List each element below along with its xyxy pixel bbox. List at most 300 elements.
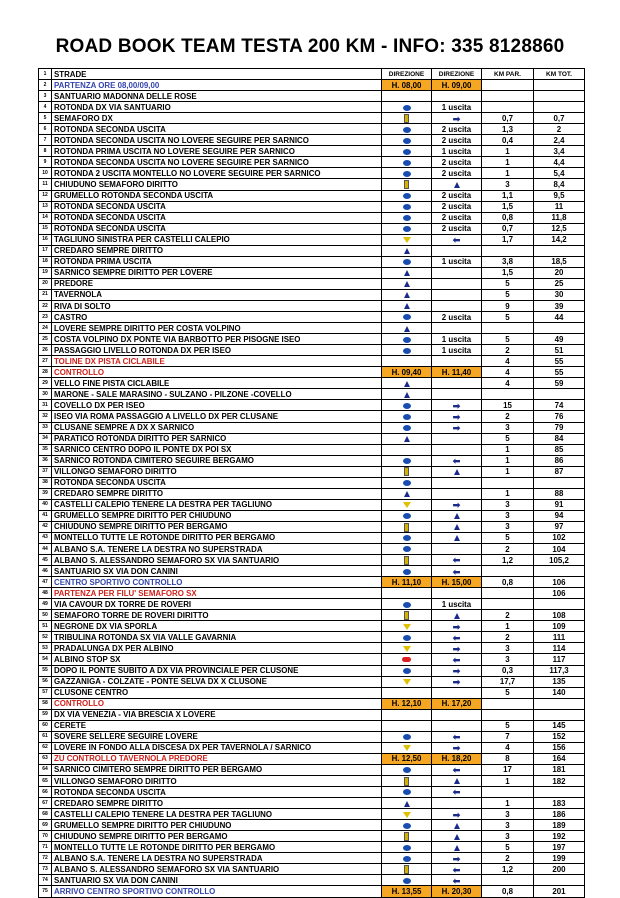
road-description: COSTA VOLPINO DX PONTE VIA BARBOTTO PER PISOGNE ISEO	[52, 334, 382, 345]
direction-2	[432, 356, 482, 367]
road-description: ROTONDA SECONDA USCITA	[52, 201, 382, 212]
road-description: VILLONGO SEMAFORO DIRITTO	[52, 776, 382, 787]
direction-2	[432, 267, 482, 278]
row-number: 7	[39, 135, 52, 146]
yield-sign-icon	[403, 502, 411, 508]
table-row	[39, 720, 585, 731]
table-row	[39, 278, 585, 289]
row-number: 28	[39, 367, 52, 378]
row-number: 54	[39, 654, 52, 665]
table-row	[39, 820, 585, 831]
km-partial	[482, 102, 534, 113]
roundabout-icon	[403, 149, 411, 155]
arrow-right-icon: ➡	[452, 400, 461, 411]
arrow-right-icon: ➡	[452, 677, 461, 687]
direction-2	[432, 742, 482, 753]
km-total: 74	[534, 400, 585, 411]
roundabout-icon	[403, 414, 411, 420]
road-description: ROTONDA 2 USCITA MONTELLO NO LOVERE SEGUIRE PER SARNICO	[52, 168, 382, 179]
yield-sign-icon	[403, 646, 411, 652]
direction-2	[432, 621, 482, 632]
row-number: 61	[39, 731, 52, 742]
roundabout-icon	[403, 878, 411, 884]
road-description: CLUSANE SEMPRE A DX X SARNICO	[52, 422, 382, 433]
km-partial	[482, 787, 534, 798]
row-number: 58	[39, 698, 52, 709]
direction-2	[432, 632, 482, 643]
direction-1	[382, 455, 432, 466]
km-partial	[482, 588, 534, 599]
row-number: 56	[39, 676, 52, 687]
arrow-up-icon	[404, 491, 410, 497]
row-number: 4	[39, 102, 52, 113]
direction-2: 1 uscita	[432, 345, 482, 356]
direction-1: H. 09,40	[382, 367, 432, 378]
road-description: ALBANO S. ALESSANDRO SEMAFORO SX VIA SANTUARIO	[52, 864, 382, 875]
km-partial	[482, 245, 534, 256]
yield-sign-icon	[403, 745, 411, 751]
road-description: ROTONDA SECONDA USCITA	[52, 223, 382, 234]
direction-1	[382, 676, 432, 687]
arrow-up-icon	[454, 182, 460, 188]
table-row	[39, 864, 585, 875]
roundabout-icon	[403, 171, 411, 177]
table-row	[39, 488, 585, 499]
km-total: 200	[534, 864, 585, 875]
km-partial	[482, 599, 534, 610]
row-number: 40	[39, 499, 52, 510]
km-total: 105,2	[534, 555, 585, 566]
row-number: 39	[39, 488, 52, 499]
direction-2: 2 uscita	[432, 124, 482, 135]
table-row	[39, 245, 585, 256]
page-title: ROAD BOOK TEAM TESTA 200 KM - INFO: 335 8128860	[55, 36, 565, 57]
road-description: CREDARO SEMPRE DIRITTO	[52, 798, 382, 809]
direction-1	[382, 720, 432, 731]
row-number: 42	[39, 521, 52, 532]
row-number: 74	[39, 875, 52, 886]
traffic-light-icon	[404, 180, 409, 189]
km-partial: 0,8	[482, 212, 534, 223]
road-description: VELLO FINE PISTA CICLABILE	[52, 378, 382, 389]
direction-2	[432, 278, 482, 289]
direction-2	[432, 300, 482, 311]
direction-2: 1 uscita	[432, 599, 482, 610]
direction-1	[382, 853, 432, 864]
road-description: PARTENZA PER FILU' SEMAFORO SX	[52, 588, 382, 599]
direction-1	[382, 422, 432, 433]
km-partial	[482, 566, 534, 577]
direction-1: H. 12,50	[382, 753, 432, 764]
km-total: 39	[534, 300, 585, 311]
road-description: SANTUARIO SX VIA DON CANINI	[52, 566, 382, 577]
direction-2	[432, 731, 482, 742]
direction-2	[432, 422, 482, 433]
direction-2	[432, 488, 482, 499]
row-number: 47	[39, 577, 52, 588]
table-row	[39, 632, 585, 643]
direction-2	[432, 411, 482, 422]
roundabout-icon	[403, 160, 411, 166]
km-total: 14,2	[534, 234, 585, 245]
row-number: 5	[39, 113, 52, 124]
direction-1	[382, 400, 432, 411]
table-row	[39, 698, 585, 709]
direction-1	[382, 566, 432, 577]
km-partial	[482, 389, 534, 400]
direction-1	[382, 687, 432, 698]
direction-1	[382, 466, 432, 477]
direction-2	[432, 809, 482, 820]
table-row	[39, 444, 585, 455]
arrow-right-icon: ➡	[452, 743, 461, 754]
traffic-light-icon	[404, 523, 409, 532]
row-number: 17	[39, 245, 52, 256]
row-number: 3	[39, 91, 52, 102]
direction-1	[382, 621, 432, 632]
road-description: CREDARO SEMPRE DIRITTO	[52, 245, 382, 256]
direction-1	[382, 157, 432, 168]
km-partial: 2	[482, 632, 534, 643]
direction-2	[432, 853, 482, 864]
table-row	[39, 179, 585, 190]
direction-1	[382, 256, 432, 267]
table-row	[39, 787, 585, 798]
road-description: ROTONDA SECONDA USCITA	[52, 477, 382, 488]
km-partial: 1	[482, 455, 534, 466]
table-row	[39, 588, 585, 599]
table-row	[39, 654, 585, 665]
road-description: LOVERE SEMPRE DIRITTO PER COSTA VOLPINO	[52, 323, 382, 334]
arrow-left-icon: ⬅	[452, 456, 461, 467]
arrow-left-icon: ⬅	[452, 875, 461, 886]
direction-1	[382, 411, 432, 422]
header-direzione-1: DIREZIONE	[382, 69, 432, 80]
direction-2	[432, 521, 482, 532]
km-partial: 1,2	[482, 555, 534, 566]
arrow-up-icon	[454, 524, 460, 530]
direction-2	[432, 444, 482, 455]
row-number: 41	[39, 510, 52, 521]
road-description: ROTONDA DX VIA SANTUARIO	[52, 102, 382, 113]
km-total: 197	[534, 842, 585, 853]
km-partial: 3	[482, 510, 534, 521]
roundabout-icon	[403, 425, 411, 431]
km-partial: 1	[482, 466, 534, 477]
table-row	[39, 312, 585, 323]
road-description: ISEO VIA ROMA PASSAGGIO A LIVELLO DX PER CLUSANE	[52, 411, 382, 422]
header-km-par: KM PAR.	[482, 69, 534, 80]
direction-1	[382, 179, 432, 190]
km-partial: 3	[482, 422, 534, 433]
km-partial: 1,2	[482, 864, 534, 875]
km-total: 189	[534, 820, 585, 831]
km-partial	[482, 91, 534, 102]
row-number: 30	[39, 389, 52, 400]
arrow-right-icon: ➡	[452, 621, 461, 632]
km-total	[534, 102, 585, 113]
roundabout-icon	[403, 458, 411, 464]
row-number: 21	[39, 289, 52, 300]
direction-2: 2 uscita	[432, 190, 482, 201]
direction-1	[382, 168, 432, 179]
km-total	[534, 389, 585, 400]
row-number: 67	[39, 798, 52, 809]
direction-1	[382, 654, 432, 665]
table-row	[39, 367, 585, 378]
direction-2	[432, 532, 482, 543]
direction-1	[382, 378, 432, 389]
road-description: CHIUDUNO SEMPRE DIRITTO PER BERGAMO	[52, 521, 382, 532]
km-total	[534, 566, 585, 577]
km-total: 201	[534, 886, 585, 897]
table-row	[39, 400, 585, 411]
road-description: CREDARO SEMPRE DIRITTO	[52, 488, 382, 499]
km-total: 140	[534, 687, 585, 698]
arrow-up-icon	[454, 535, 460, 541]
arrow-left-icon: ⬅	[452, 654, 461, 665]
direction-2	[432, 91, 482, 102]
direction-1	[382, 809, 432, 820]
table-row	[39, 577, 585, 588]
road-description: PREDORE	[52, 278, 382, 289]
direction-2: H. 11,40	[432, 367, 482, 378]
km-total: 156	[534, 742, 585, 753]
row-number: 2	[39, 80, 52, 91]
direction-1	[382, 610, 432, 621]
km-total: 59	[534, 378, 585, 389]
km-total	[534, 477, 585, 488]
direction-1	[382, 124, 432, 135]
row-number: 65	[39, 776, 52, 787]
direction-1	[382, 842, 432, 853]
direction-2	[432, 776, 482, 787]
table-row	[39, 356, 585, 367]
arrow-up-icon	[404, 270, 410, 276]
arrow-left-icon: ⬅	[452, 765, 461, 776]
km-total: 117	[534, 654, 585, 665]
direction-1	[382, 356, 432, 367]
roundabout-icon	[403, 856, 411, 862]
direction-1	[382, 643, 432, 654]
arrow-up-icon	[454, 823, 460, 829]
direction-1	[382, 212, 432, 223]
direction-2	[432, 378, 482, 389]
direction-2: 1 uscita	[432, 102, 482, 113]
direction-2	[432, 588, 482, 599]
km-total: 114	[534, 643, 585, 654]
traffic-light-icon	[404, 611, 409, 620]
road-description: ALBANO S. ALESSANDRO SEMAFORO SX VIA SANTUARIO	[52, 555, 382, 566]
row-number: 22	[39, 300, 52, 311]
arrow-left-icon: ⬅	[452, 555, 461, 566]
km-total: 5,4	[534, 168, 585, 179]
road-description: CENTRO SPORTIVO CONTROLLO	[52, 577, 382, 588]
row-number: 71	[39, 842, 52, 853]
km-total: 106	[534, 577, 585, 588]
road-description: SARNICO CIMITERO SEMPRE DIRITTO PER BERGAMO	[52, 764, 382, 775]
arrow-up-icon	[404, 292, 410, 298]
km-partial: 5	[482, 289, 534, 300]
road-description: TAGLIUNO SINISTRA PER CASTELLI CALEPIO	[52, 234, 382, 245]
km-total: 102	[534, 532, 585, 543]
km-partial: 2	[482, 544, 534, 555]
direction-1	[382, 510, 432, 521]
table-row	[39, 378, 585, 389]
km-partial: 0,8	[482, 577, 534, 588]
row-number: 55	[39, 665, 52, 676]
roundabout-icon	[403, 546, 411, 552]
direction-1	[382, 864, 432, 875]
road-description: PARATICO ROTONDA DIRITTO PER SARNICO	[52, 433, 382, 444]
table-row	[39, 102, 585, 113]
roundabout-icon	[403, 314, 411, 320]
km-partial: 3,8	[482, 256, 534, 267]
km-partial: 1,7	[482, 234, 534, 245]
table-row	[39, 212, 585, 223]
row-number: 73	[39, 864, 52, 875]
table-row	[39, 433, 585, 444]
arrow-up-icon	[454, 834, 460, 840]
arrow-right-icon: ➡	[452, 422, 461, 433]
row-number: 51	[39, 621, 52, 632]
roundabout-icon	[403, 668, 411, 674]
row-number: 31	[39, 400, 52, 411]
direction-1	[382, 798, 432, 809]
table-row	[39, 499, 585, 510]
table-row	[39, 135, 585, 146]
km-partial: 5	[482, 842, 534, 853]
km-total: 183	[534, 798, 585, 809]
road-description: ALBANO S.A. TENERE LA DESTRA NO SUPERSTRADA	[52, 853, 382, 864]
direction-2	[432, 544, 482, 555]
road-description: CONTROLLO	[52, 367, 382, 378]
arrow-left-icon: ⬅	[452, 632, 461, 643]
km-total	[534, 245, 585, 256]
km-total: 12,5	[534, 223, 585, 234]
direction-2	[432, 842, 482, 853]
direction-1	[382, 201, 432, 212]
row-number: 48	[39, 588, 52, 599]
yield-sign-icon	[403, 812, 411, 818]
row-number: 19	[39, 267, 52, 278]
roundabout-icon	[403, 226, 411, 232]
km-total: 2,4	[534, 135, 585, 146]
table-row	[39, 190, 585, 201]
arrow-up-icon	[404, 801, 410, 807]
row-number: 49	[39, 599, 52, 610]
direction-1	[382, 477, 432, 488]
arrow-right-icon: ➡	[452, 643, 461, 654]
table-row	[39, 676, 585, 687]
km-partial: 3	[482, 499, 534, 510]
km-total: 4,4	[534, 157, 585, 168]
km-partial: 1	[482, 157, 534, 168]
km-partial: 0,8	[482, 886, 534, 897]
table-row	[39, 643, 585, 654]
arrow-up-icon	[454, 778, 460, 784]
km-total: 199	[534, 853, 585, 864]
km-partial: 9	[482, 300, 534, 311]
road-description: SEMAFORO TORRE DE ROVERI DIRITTO	[52, 610, 382, 621]
km-total: 9,5	[534, 190, 585, 201]
row-number: 60	[39, 720, 52, 731]
table-row	[39, 223, 585, 234]
table-row	[39, 753, 585, 764]
table-row	[39, 776, 585, 787]
arrow-right-icon: ➡	[452, 853, 461, 864]
km-total: 97	[534, 521, 585, 532]
km-total: 86	[534, 455, 585, 466]
row-number: 24	[39, 323, 52, 334]
direction-2: 2 uscita	[432, 201, 482, 212]
direction-2	[432, 466, 482, 477]
direction-2: 1 uscita	[432, 146, 482, 157]
table-row	[39, 831, 585, 842]
road-description: GRUMELLO SEMPRE DIRITTO PER CHIUDUNO	[52, 510, 382, 521]
header-direzione-2: DIREZIONE	[432, 69, 482, 80]
arrow-up-icon	[404, 381, 410, 387]
direction-1	[382, 102, 432, 113]
direction-1	[382, 300, 432, 311]
road-description: CONTROLLO	[52, 698, 382, 709]
km-partial: 1,5	[482, 201, 534, 212]
direction-2	[432, 245, 482, 256]
direction-1	[382, 787, 432, 798]
direction-1	[382, 267, 432, 278]
arrow-right-icon: ➡	[452, 500, 461, 511]
roundabout-icon	[403, 767, 411, 773]
road-description: ROTONDA SECONDA USCITA NO LOVERE SEGUIRE PER SARNICO	[52, 157, 382, 168]
road-description: RIVA DI SOLTO	[52, 300, 382, 311]
direction-2	[432, 323, 482, 334]
yield-sign-icon	[403, 237, 411, 243]
km-partial	[482, 80, 534, 91]
km-partial: 2	[482, 345, 534, 356]
arrow-up-icon	[454, 513, 460, 519]
table-row	[39, 411, 585, 422]
km-partial: 0,7	[482, 113, 534, 124]
direction-1	[382, 389, 432, 400]
road-description: ROTONDA PRIMA USCITA NO LOVERE SEGUIRE PER SARNICO	[52, 146, 382, 157]
table-row	[39, 610, 585, 621]
km-partial: 2	[482, 853, 534, 864]
road-description: MARONE - SALE MARASINO - SULZANO - PILZONE -COVELLO	[52, 389, 382, 400]
km-partial: 5	[482, 278, 534, 289]
km-total: 49	[534, 334, 585, 345]
roundabout-icon	[403, 635, 411, 641]
direction-1	[382, 135, 432, 146]
row-number: 69	[39, 820, 52, 831]
row-number: 62	[39, 742, 52, 753]
row-number: 18	[39, 256, 52, 267]
table-row	[39, 566, 585, 577]
table-row	[39, 157, 585, 168]
arrow-up-icon	[404, 326, 410, 332]
direction-2	[432, 477, 482, 488]
direction-1	[382, 764, 432, 775]
km-total	[534, 91, 585, 102]
table-row	[39, 886, 585, 897]
header-row	[39, 69, 585, 80]
roundabout-icon	[403, 513, 411, 519]
direction-1	[382, 345, 432, 356]
road-description: ARRIVO CENTRO SPORTIVO CONTROLLO	[52, 886, 382, 897]
road-description: CASTELLI CALEPIO TENERE LA DESTRA PER TAGLIUNO	[52, 809, 382, 820]
km-total	[534, 80, 585, 91]
road-description: SOVERE SELLERE SEGUIRE LOVERE	[52, 731, 382, 742]
km-partial: 3	[482, 179, 534, 190]
